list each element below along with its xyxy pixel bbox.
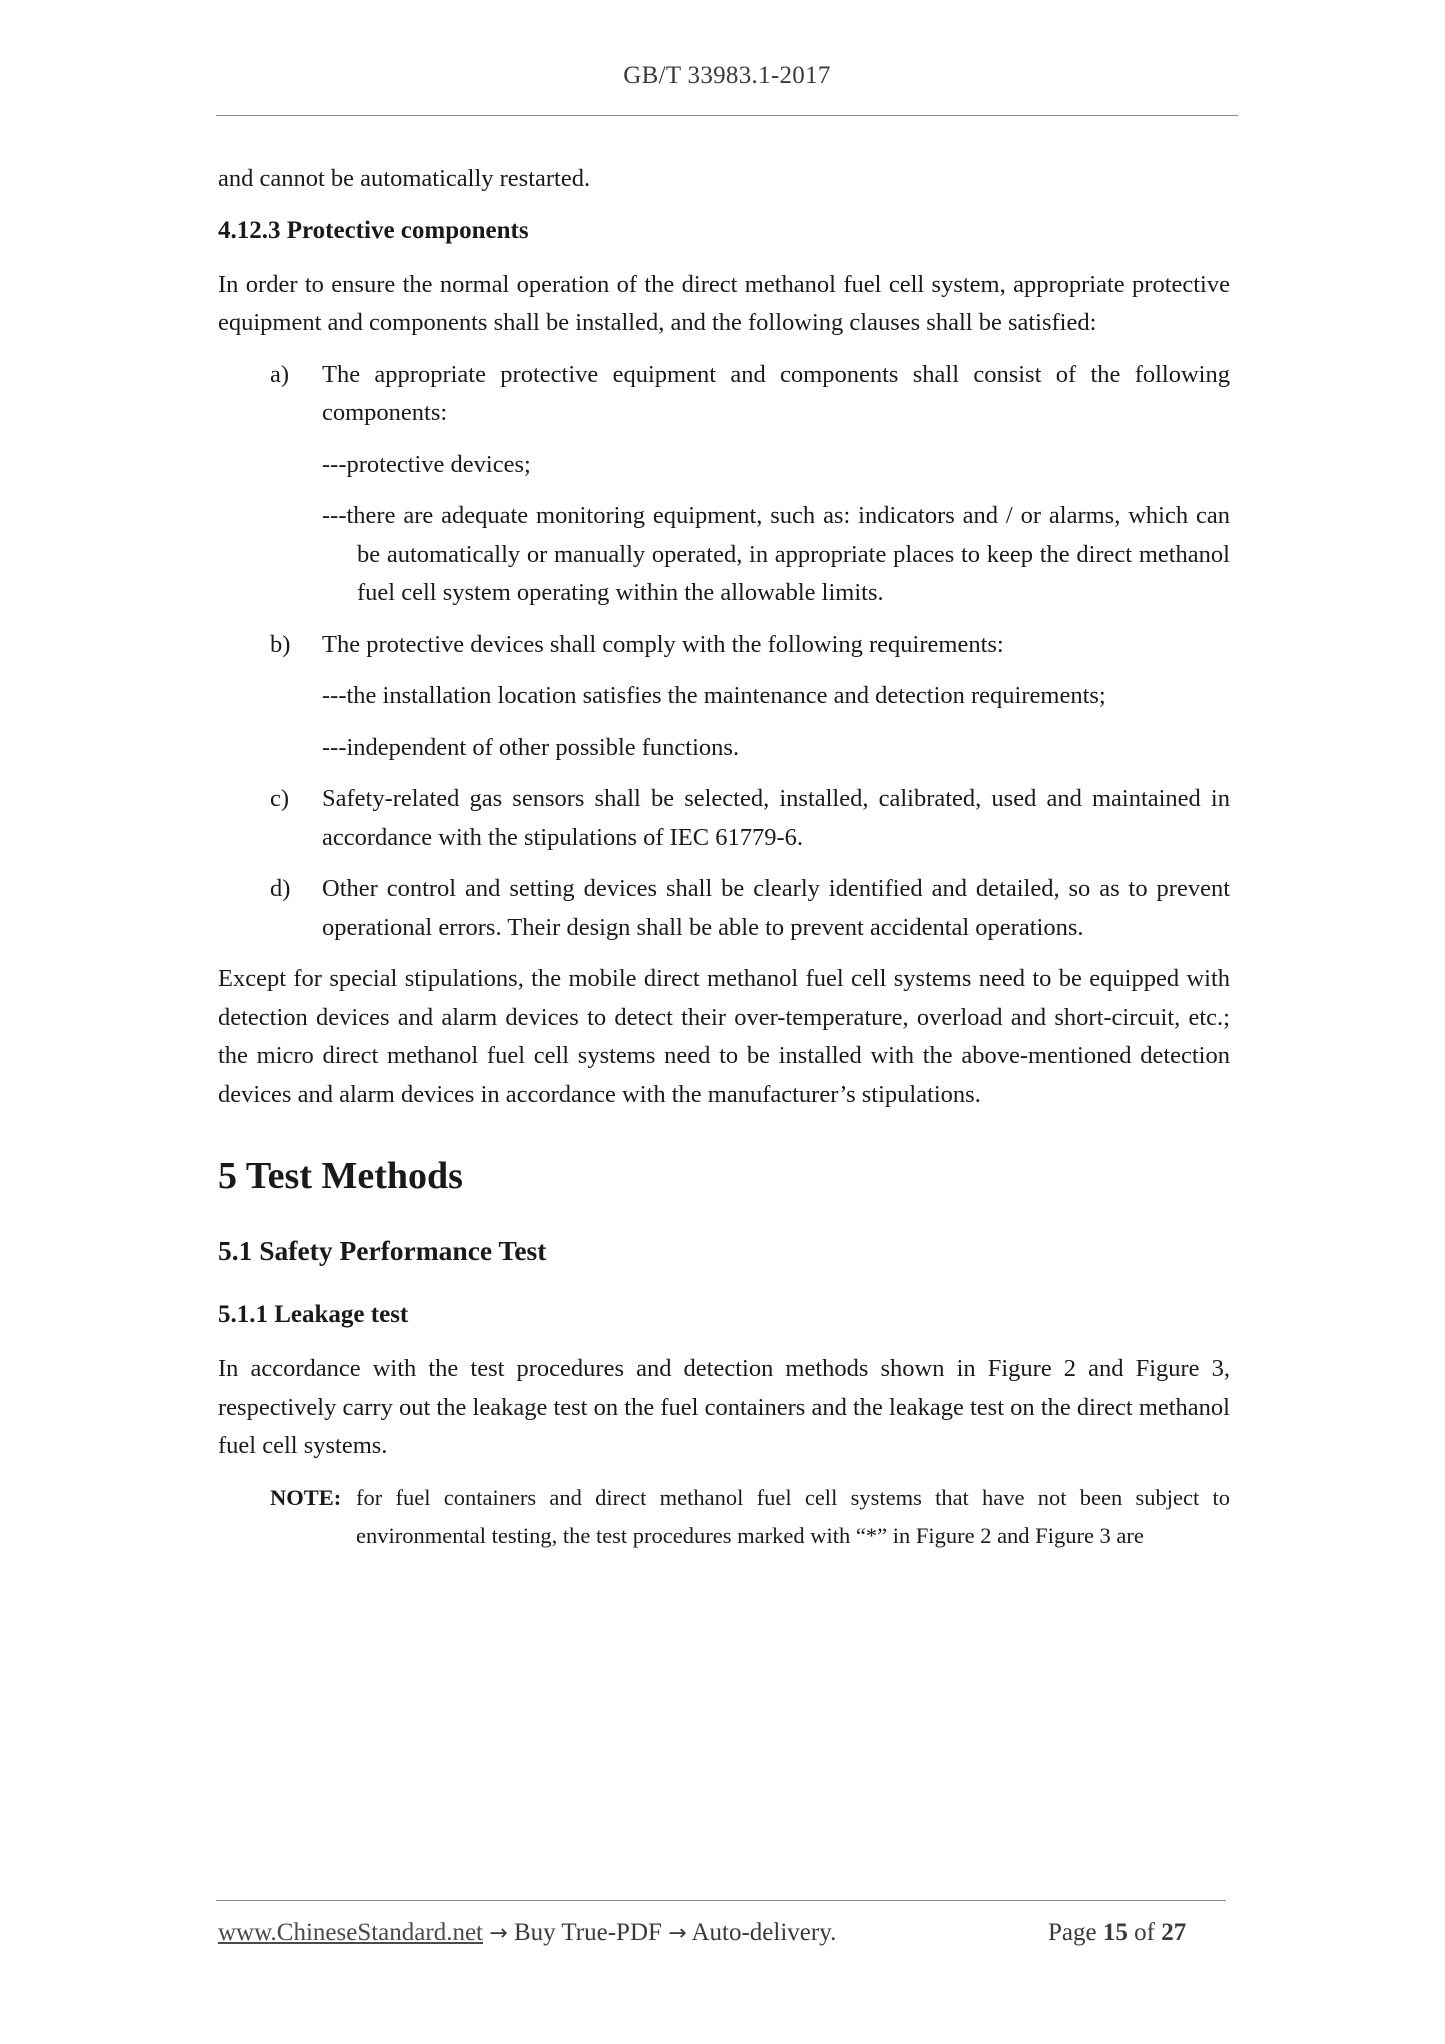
page-number [1048,1916,1186,1950]
page-label: Page [1048,1919,1097,1946]
arrow-right-icon: → [489,1921,508,1946]
continuation-paragraph: and cannot be automatically restarted. [218,165,591,192]
list-marker-a: a) [270,360,290,388]
dash-item-installation-location: ---the installation location satisfies the maintenance and detection requirements; [322,682,1106,709]
dash-item-protective-devices: ---protective devices; [322,450,531,478]
document-body [218,160,1230,1556]
list-item-d [218,870,1230,947]
header-rule [216,115,1238,116]
leakage-paragraph: In accordance with the test procedures and detection methods shown in Figure 2 and Figure 3, respectively carry out the leakage test on the fuel containers and the leakage test on the direct methanol fuel cell systems. [218,1355,1230,1459]
list-item-c-text: Safety-related gas sensors shall be selected, installed, calibrated, used and maintained in accordance with the stipulations of IEC 61779-6. [322,785,1230,851]
arrow-right-icon: → [668,1921,687,1946]
dash-item-monitoring-equipment: ---there are adequate monitoring equipment, such as: indicators and / or alarms, which can be automatically or manually operated, in appropriate places to keep the direct methanol fuel cell system operating within the allowable limits. [322,502,1230,606]
page-current: 15 [1102,1919,1128,1946]
section-heading-5-1: 5.1 Safety Performance Test [218,1235,547,1266]
list-item-b-text: The protective devices shall comply with the following requirements: [322,630,1004,658]
note-block [218,1479,1230,1556]
list-item-a [218,356,1230,433]
list-marker-b: b) [270,630,291,658]
section-heading-4-12-3: 4.12.3 Protective components [218,216,529,244]
footer-rule [216,1900,1226,1901]
dash-item-independent: ---independent of other possible functions. [322,733,740,761]
page-total: 27 [1161,1919,1187,1946]
list-item-a-text: The appropriate protective equipment and components shall consist of the following components: [322,360,1230,426]
note-text: for fuel containers and direct methanol fuel cell systems that have not been subject to environmental testing, the test procedures marked with “*” in Figure 2 and Figure 3 are [356,1484,1230,1548]
list-item-c [218,780,1230,857]
list-item-b [218,626,1230,665]
page-header: GB/T 33983.1-2017 [623,62,831,89]
website-link[interactable]: www.ChineseStandard.net [218,1919,483,1946]
note-label: NOTE: [270,1484,342,1510]
list-item-d-text: Other control and setting devices shall be clearly identified and detailed, so as to prevent operational errors. Their design shall be able to prevent accidental operations. [322,875,1230,941]
intro-paragraph: In order to ensure the normal operation of the direct methanol fuel cell system, appropriate protective equipment and components shall be installed, and the following clauses shall be satisfied: [218,270,1230,336]
section-heading-5-1-1: 5.1.1 Leakage test [218,1301,409,1328]
of-label: of [1134,1919,1155,1946]
list-marker-c: c) [270,785,290,812]
footer-left [218,1916,836,1951]
auto-delivery-text: Auto-delivery. [691,1919,837,1946]
list-marker-d: d) [270,875,291,902]
section-heading-5: 5 Test Methods [218,1155,463,1197]
buy-true-pdf-text: Buy True-PDF [513,1919,662,1946]
except-paragraph: Except for special stipulations, the mobile direct methanol fuel cell systems need to be equipped with detection devices and alarm devices to detect their over-temperature, overload and short-circuit, etc.; the micro direct methanol fuel cell systems need to be installed with the above-mentioned detection devices and alarm devices in accordance with the manufacturer’s stipulations. [218,965,1230,1108]
